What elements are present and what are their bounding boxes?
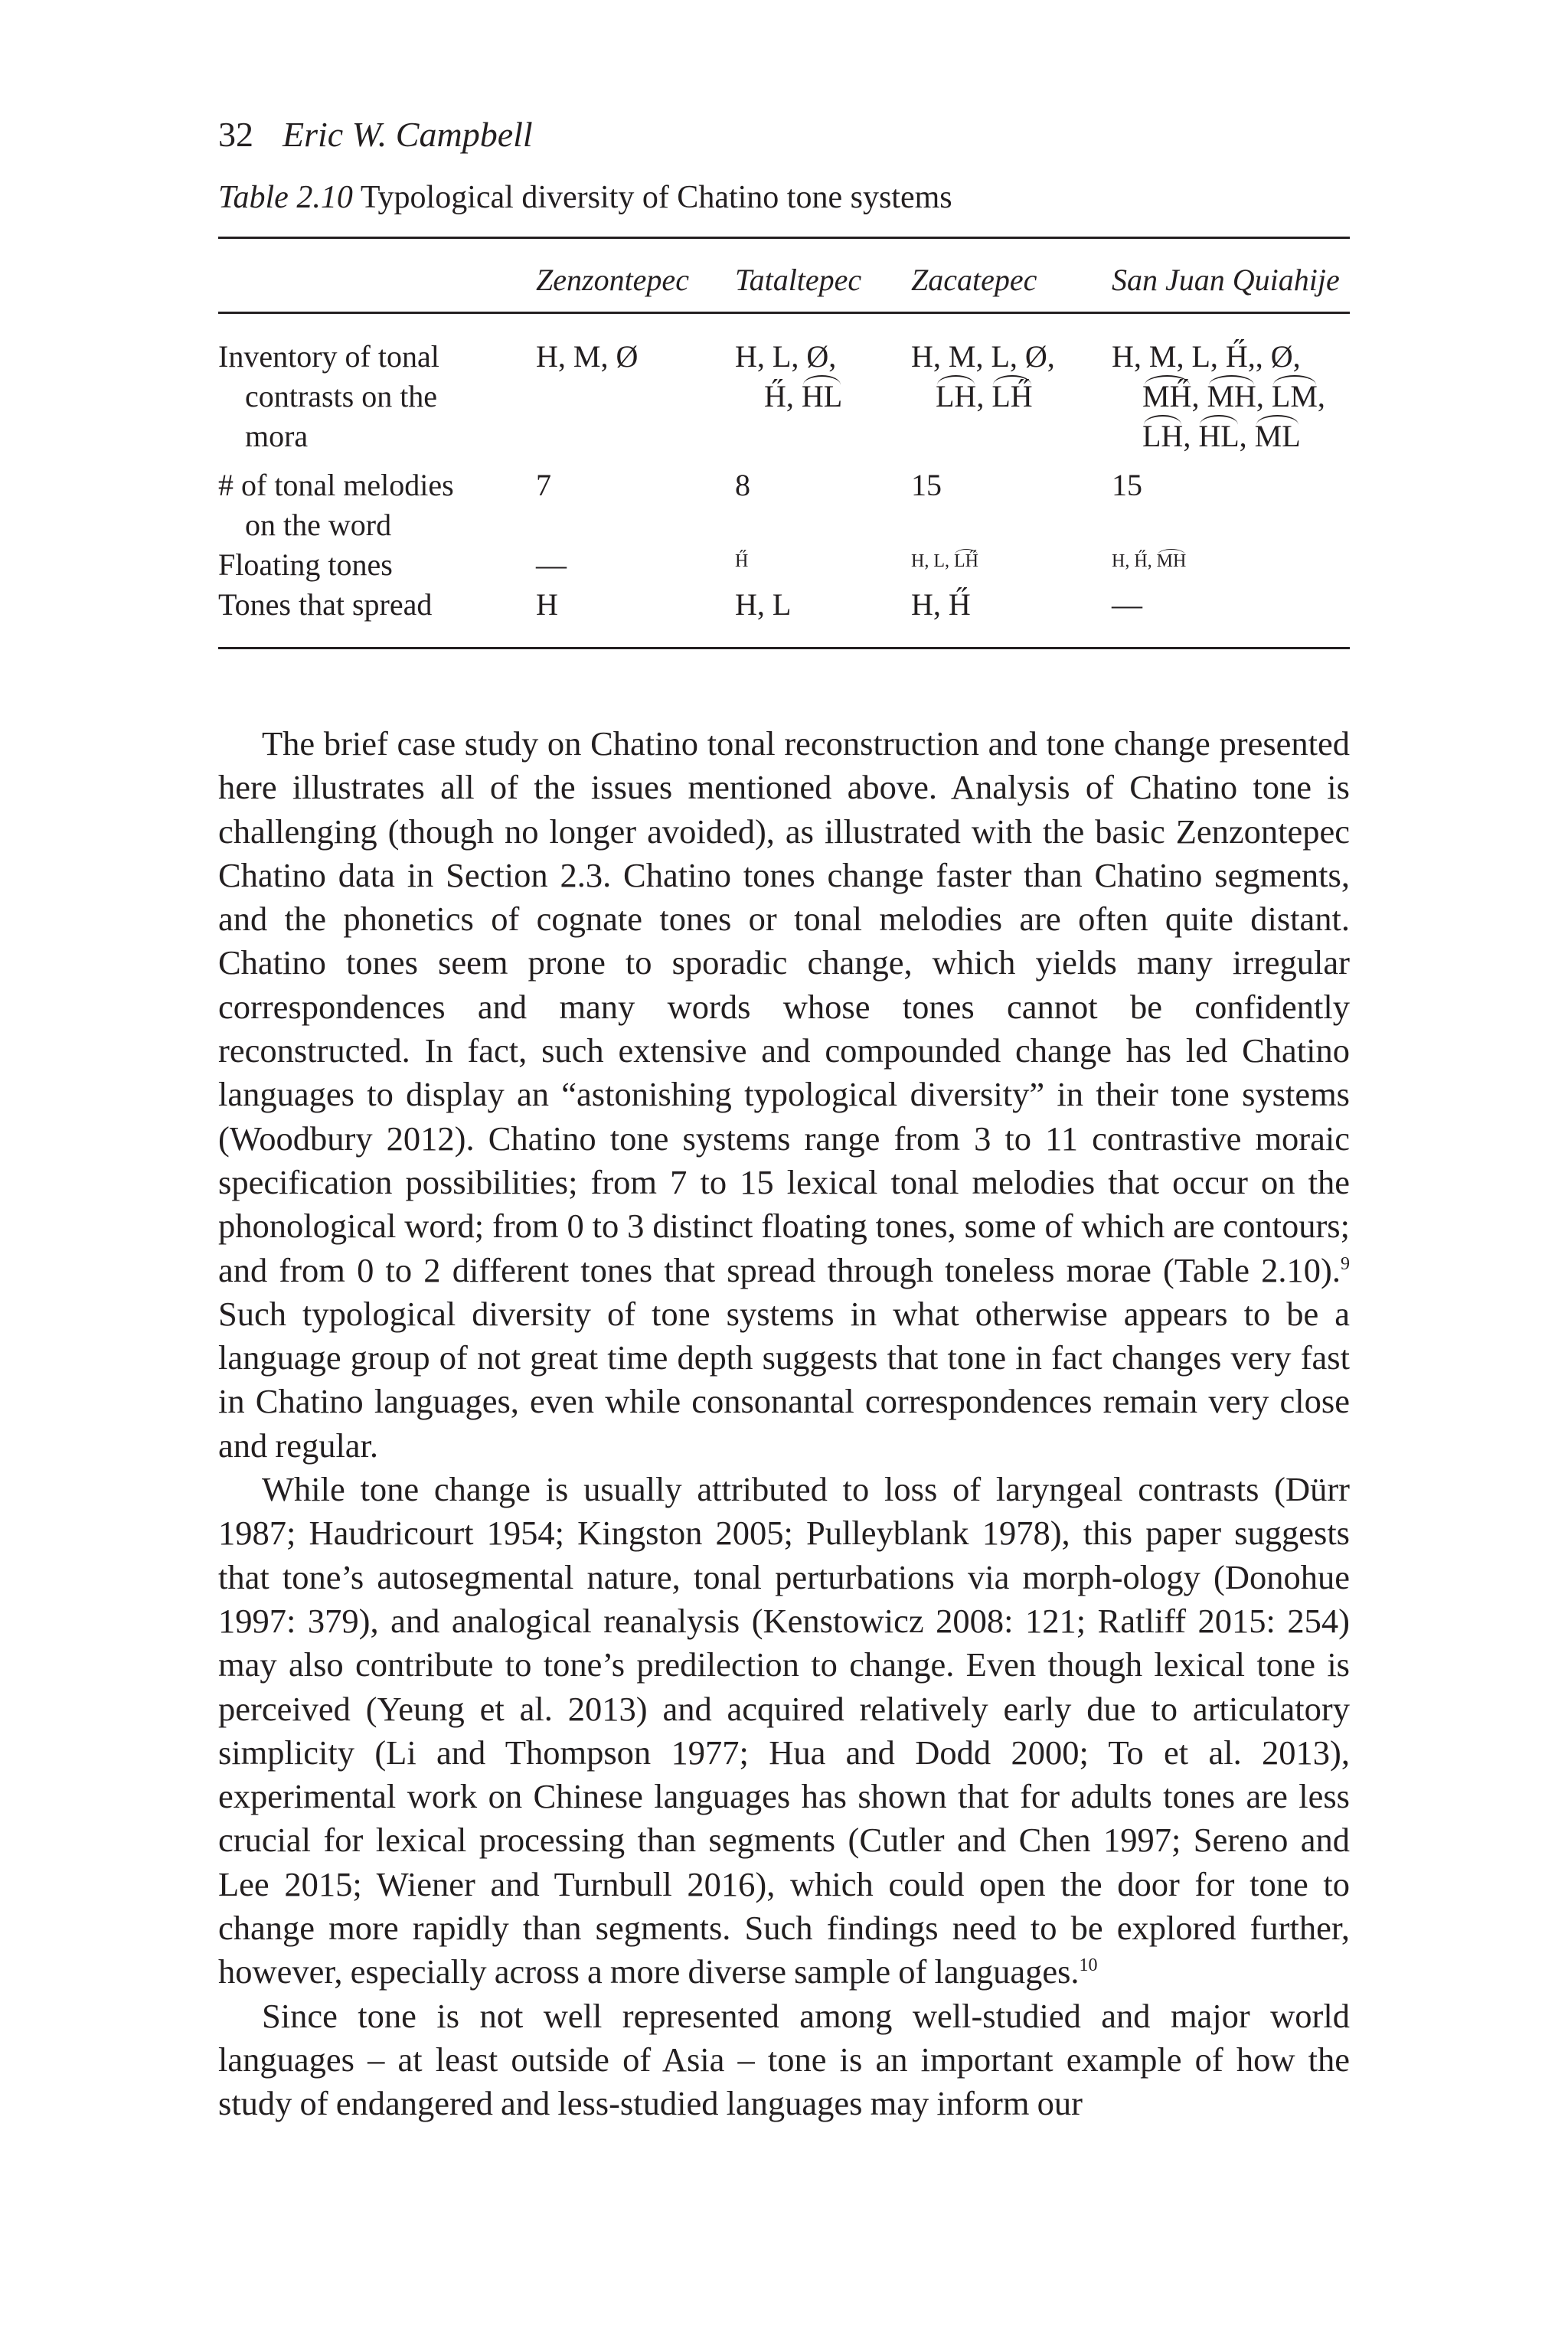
table-caption-label: Table 2.10 — [218, 180, 353, 215]
melodies-zenzontepec: 7 — [536, 468, 551, 502]
floating-tataltepec: H̋ — [735, 551, 749, 571]
melodies-zacatepec: 15 — [911, 468, 942, 502]
inventory-zacatepec-line2: LH, LH̋ — [936, 377, 1033, 416]
column-header-tataltepec: Tataltepec — [735, 263, 862, 297]
floating-zacatepec: H, L, LH̋ — [911, 551, 978, 571]
row-label-spread: Tones that spread — [218, 587, 433, 622]
melodies-tataltepec: 8 — [735, 468, 750, 502]
spread-zacatepec: H, H̋ — [911, 587, 971, 622]
floating-sjq: H, H̋, MH — [1112, 551, 1187, 571]
contour-tone: ML — [1255, 416, 1301, 456]
inventory-sjq-line2: MH̋, MH, LM, — [1142, 377, 1325, 416]
column-header-zenzontepec: Zenzontepec — [536, 263, 689, 297]
spread-zenzontepec: H — [536, 587, 558, 622]
contour-tone: MH — [1207, 377, 1256, 416]
row-label-melodies-line2: on the word — [245, 508, 392, 542]
contour-tone: HL — [1198, 416, 1239, 456]
row-label-inventory-line3: mora — [245, 419, 309, 453]
contour-tone: HL — [802, 377, 842, 416]
spread-tataltepec: H, L — [735, 587, 792, 622]
contour-tone: LH̋ — [954, 551, 978, 571]
contour-tone: MH̋ — [1142, 377, 1191, 416]
inventory-sjq-line3: LH, HL, ML — [1142, 416, 1301, 456]
floating-zenzontepec: — — [536, 547, 567, 582]
body-text — [218, 722, 1350, 2126]
footnote-marker[interactable]: 9 — [1341, 1253, 1350, 1274]
inventory-tataltepec-line1: H, L, Ø, — [735, 339, 837, 374]
melodies-sjq: 15 — [1112, 468, 1142, 502]
running-head-author: Eric W. Campbell — [283, 115, 533, 154]
page-number: 32 — [218, 115, 253, 154]
inventory-sjq-line1: H, M, L, H̋,, Ø, — [1112, 339, 1301, 374]
column-header-zacatepec: Zacatepec — [911, 263, 1037, 297]
row-label-melodies-line1: # of tonal melodies — [218, 468, 454, 502]
contour-tone: LH̋ — [991, 377, 1032, 416]
running-header — [218, 113, 533, 156]
contour-tone: LH — [936, 377, 976, 416]
table-caption-title: Typological diversity of Chatino tone systems — [360, 180, 952, 215]
inventory-zenzontepec: H, M, Ø — [536, 339, 639, 374]
footnote-marker[interactable]: 10 — [1079, 1955, 1098, 1976]
row-label-inventory-line2: contrasts on the — [245, 379, 438, 413]
table-header-rule — [218, 312, 1350, 314]
table-bottom-rule — [218, 647, 1350, 649]
row-label-floating: Floating tones — [218, 547, 393, 582]
contour-tone: LH — [1142, 416, 1183, 456]
paragraph: The brief case study on Chatino tonal reconstruction and tone change presented here illustrates all of the issues mentioned above. Analysis of Chatino tone is challenging (though no longer avoided), as illustrated with the basic Zenzontepec Chatino data in Section 2.3. Chatino tones change faster than Chatino segments, and the phonetics of cognate tones or tonal melodies are often quite distant. Chatino tones seem prone to sporadic change, which yields many irregular correspondences and many words whose tones cannot be confidently reconstructed. In fact, such extensive and compounded change has led Chatino languages to display an “astonishing typological diversity” in their tone systems (Woodbury 2012). Chatino tone systems range from 3 to 11 contrastive moraic specification possibilities; from 7 to 15 lexical tonal melodies that occur on the phonological word; from 0 to 3 distinct floating tones, some of which are contours; and from 0 to 2 different tones that spread through toneless morae (Table 2.10).$^9$ Such typological diversity of tone systems in what otherwise appears to be a language group of not great time depth suggests that tone in fact changes very fast in Chatino languages, even while consonantal correspondences remain very close and regular. — [218, 724, 1350, 1465]
inventory-tataltepec-line2: H̋, HL — [764, 377, 842, 416]
contour-tone: LM — [1272, 377, 1318, 416]
inventory-zacatepec-line1: H, M, L, Ø, — [911, 339, 1055, 374]
table-caption — [218, 178, 952, 217]
table-top-rule — [218, 237, 1350, 239]
paragraph: While tone change is usually attributed to loss of laryngeal contrasts (Dürr 1987; Haudricourt 1954; Kingston 2005; Pulleyblank 1978), this paper suggests that tone’s autosegmental nature, tonal perturbations via morph-ology (Donohue 1997: 379), and analogical reanalysis (Kenstowicz 2008: 121; Ratliff 2015: 254) may also contribute to tone’s predilection to change. Even though lexical tone is perceived (Yeung et al. 2013) and acquired relatively early due to articulatory simplicity (Li and Thompson 1977; Hua and Dodd 2000; To et al. 2013), experimental work on Chinese languages has shown that for adults tones are less crucial for lexical processing than segments (Cutler and Chen 1997; Sereno and Lee 2015; Wiener and Turnbull 2016), which could open the door for tone to change more rapidly than segments. Such findings need to be explored further, however, especially across a more diverse sample of languages.$^{10}$ — [218, 1470, 1350, 1991]
column-header-san-juan-quiahije: San Juan Quiahije — [1112, 263, 1340, 297]
paragraph: Since tone is not well represented among well-studied and major world languages – at least outside of Asia – tone is an important example of how the study of endangered and less-studied languages may inform our — [218, 1996, 1350, 2123]
row-label-inventory-line1: Inventory of tonal — [218, 339, 439, 374]
spread-sjq: — — [1112, 587, 1142, 622]
contour-tone: MH — [1156, 551, 1187, 571]
